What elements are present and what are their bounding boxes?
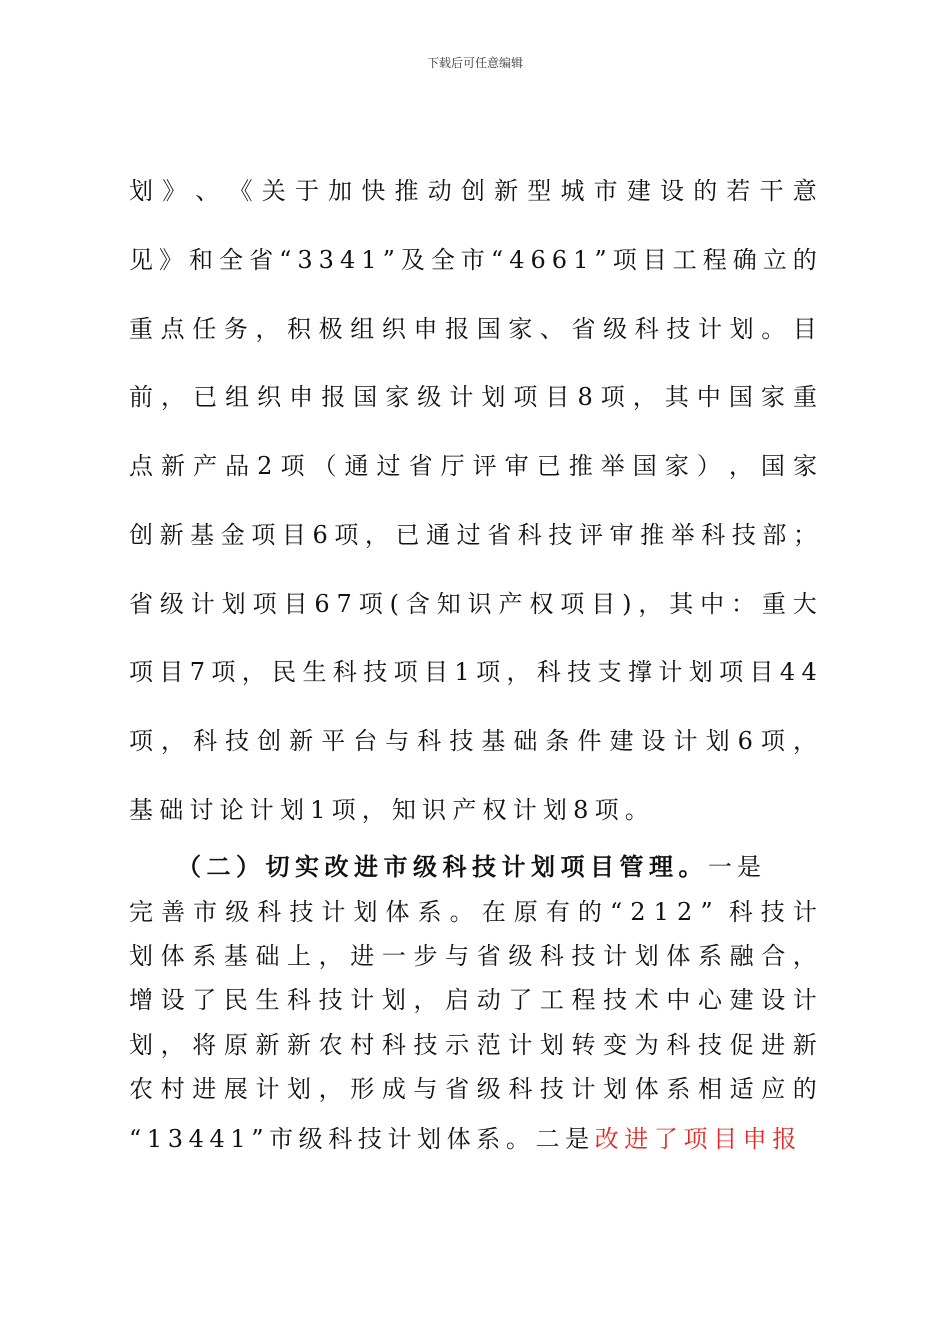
para1-line-3: 重 点 任 务 ， 积 极 组 织 申 报 国 家 、 省 级 科 技 计 划 。 目	[129, 315, 817, 343]
para2-first-line-rest: 一是	[708, 853, 766, 881]
para1-line-2: 见 》 和 全 省 “ 3 3 4 1 ” 及 全 市 “ 4 6 6 1 ” 项 目 工 程 确 立 的	[129, 246, 817, 274]
para2-line-3: 划 体 系 基 础 上 ， 进 一 步 与 省 级 科 技 计 划 体 系 融 合 ，	[129, 942, 817, 970]
section-heading: （二）切实改进市级科技计划项目管理。	[177, 852, 708, 881]
para1-line-1: 划 》 、 《 关 于 加 快 推 动 创 新 型 城 市 建 设 的 若 干 意	[129, 177, 817, 205]
para2-line-6: 农 村 进 展 计 划 ， 形 成 与 省 级 科 技 计 划 体 系 相 适 应 的	[129, 1075, 817, 1103]
para1-line-10: 基 础 讨 论 计 划 1 项 ， 知 识 产 权 计 划 8 项 。	[129, 796, 649, 824]
para1-line-8: 项 目 7 项 ， 民 生 科 技 项 目 1 项 ， 科 技 支 撑 计 划 项 目 4 4	[129, 658, 817, 686]
para1-line-7: 省 级 计 划 项 目 6 7 项 ( 含 知 识 产 权 项 目 ) ， 其 中 ： 重 大	[129, 590, 817, 618]
para2-line-2: 完 善 市 级 科 技 计 划 体 系 。 在 原 有 的 “ 2 1 2 ” 科 技 计	[129, 898, 817, 926]
para1-line-5: 点 新 产 品 2 项 （ 通 过 省 厅 评 审 已 推 举 国 家 ） ， 国 家	[129, 452, 817, 480]
para2-line-7	[129, 1124, 817, 1154]
para2-first-line	[177, 852, 817, 882]
para1-line-6: 创 新 基 金 项 目 6 项 ， 已 通 过 省 科 技 评 审 推 举 科 技 部 ；	[129, 521, 817, 549]
para1-line-9: 项 ， 科 技 创 新 平 台 与 科 技 基 础 条 件 建 设 计 划 6 项 ，	[129, 727, 817, 755]
para1-line-4: 前 ， 已 组 织 申 报 国 家 级 计 划 项 目 8 项 ， 其 中 国 家 重	[129, 383, 817, 411]
page-header: 下载后可任意编辑	[426, 56, 523, 70]
highlighted-text: 改进了项目申报	[594, 1125, 802, 1153]
para2-line-4: 增 设 了 民 生 科 技 计 划 ， 启 动 了 工 程 技 术 中 心 建 设 计	[129, 986, 817, 1014]
para2-line-7-text: “13441”市级科技计划体系。二是	[129, 1125, 595, 1153]
para2-line-5: 划 ， 将 原 新 新 农 村 科 技 示 范 计 划 转 变 为 科 技 促 进 新	[129, 1031, 817, 1059]
